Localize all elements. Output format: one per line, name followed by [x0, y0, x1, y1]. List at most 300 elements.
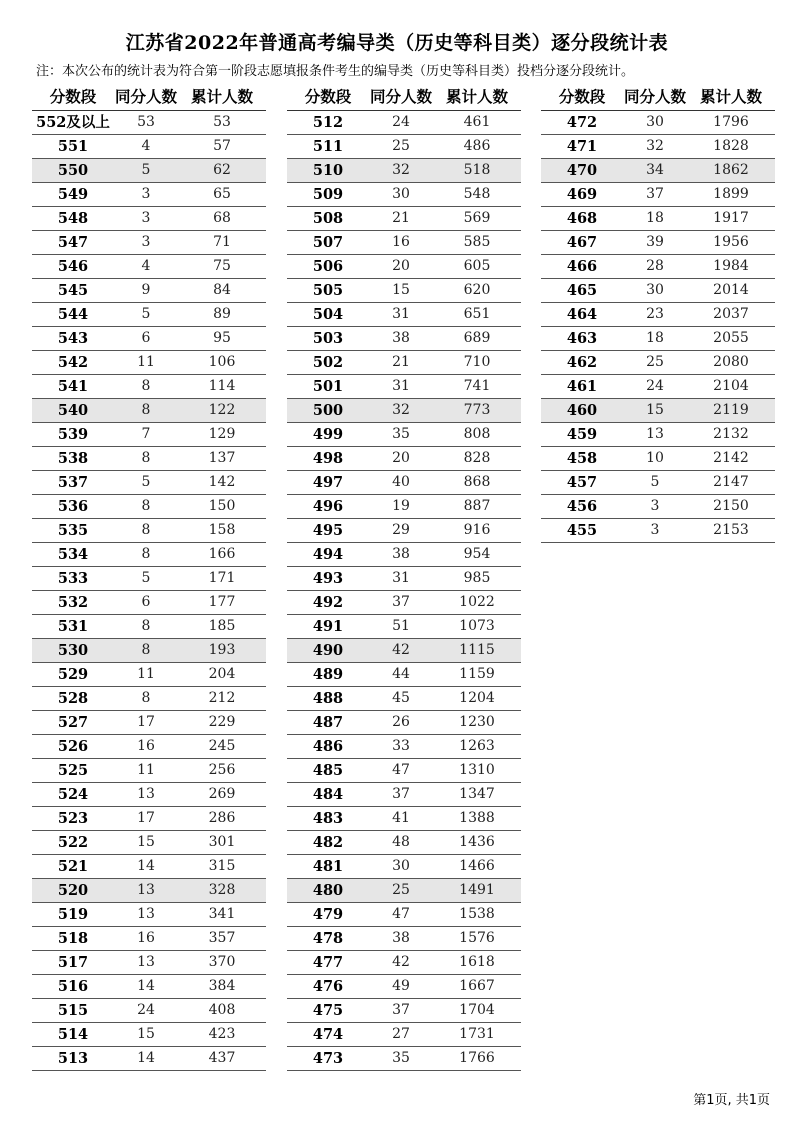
table-header [32, 84, 266, 111]
cumulative-cell: 1796 [713, 114, 749, 130]
cumulative-cell: 315 [208, 858, 236, 874]
score-cell: 514 [57, 1026, 89, 1043]
score-cell: 474 [312, 1026, 344, 1043]
same-count-cell: 13 [137, 954, 155, 970]
cumulative-cell: 868 [463, 474, 491, 490]
score-cell: 502 [312, 354, 344, 371]
same-count-cell: 8 [141, 546, 151, 562]
same-count-cell: 10 [646, 450, 664, 466]
score-cell: 472 [566, 114, 598, 131]
same-count-cell: 27 [392, 1026, 410, 1042]
cumulative-cell: 1310 [459, 762, 495, 778]
table-row [541, 495, 775, 519]
table-row [32, 711, 266, 735]
same-count-cell: 42 [392, 642, 410, 658]
table-row [287, 255, 521, 279]
cumulative-cell: 106 [208, 354, 236, 370]
table-row [541, 183, 775, 207]
table-row [541, 303, 775, 327]
score-cell: 535 [57, 522, 89, 539]
table-row [287, 999, 521, 1023]
header-cumulative: 累计人数 [190, 88, 253, 106]
cumulative-cell: 53 [213, 114, 231, 130]
table-row [287, 615, 521, 639]
score-cell: 484 [312, 786, 344, 803]
score-cell: 512 [312, 114, 344, 131]
cumulative-cell: 95 [213, 330, 231, 346]
cumulative-cell: 1388 [459, 810, 495, 826]
table-row [32, 495, 266, 519]
same-count-cell: 7 [141, 426, 151, 442]
cumulative-cell: 370 [208, 954, 236, 970]
cumulative-cell: 1022 [459, 594, 495, 610]
score-cell: 520 [57, 882, 89, 899]
cumulative-cell: 1263 [459, 738, 495, 754]
table-row [32, 543, 266, 567]
same-count-cell: 24 [646, 378, 664, 394]
table-body [541, 111, 775, 543]
cumulative-cell: 1828 [713, 138, 749, 154]
same-count-cell: 17 [137, 714, 155, 730]
score-table-column-3 [541, 84, 775, 543]
same-count-cell: 13 [137, 786, 155, 802]
same-count-cell: 33 [392, 738, 410, 754]
cumulative-cell: 585 [463, 234, 491, 250]
same-count-cell: 28 [646, 258, 664, 274]
score-cell: 539 [57, 426, 89, 443]
score-cell: 510 [312, 162, 344, 179]
score-cell: 526 [57, 738, 89, 755]
cumulative-cell: 137 [208, 450, 236, 466]
score-cell: 493 [312, 570, 344, 587]
cumulative-cell: 985 [463, 570, 491, 586]
score-cell: 518 [57, 930, 89, 947]
cumulative-cell: 437 [208, 1050, 236, 1066]
same-count-cell: 39 [646, 234, 664, 250]
score-cell: 464 [566, 306, 598, 323]
same-count-cell: 32 [392, 402, 410, 418]
table-row [287, 231, 521, 255]
cumulative-cell: 1491 [459, 882, 495, 898]
same-count-cell: 29 [392, 522, 410, 538]
score-cell: 506 [312, 258, 344, 275]
same-count-cell: 14 [137, 858, 155, 874]
table-row [287, 759, 521, 783]
same-count-cell: 53 [137, 114, 155, 130]
score-cell: 482 [312, 834, 344, 851]
table-row [32, 567, 266, 591]
same-count-cell: 25 [646, 354, 664, 370]
cumulative-cell: 158 [208, 522, 236, 538]
cumulative-cell: 1862 [713, 162, 749, 178]
score-cell: 487 [312, 714, 344, 731]
cumulative-cell: 954 [463, 546, 491, 562]
same-count-cell: 31 [392, 378, 410, 394]
same-count-cell: 51 [392, 618, 410, 634]
cumulative-cell: 2119 [713, 402, 749, 418]
same-count-cell: 14 [137, 1050, 155, 1066]
table-row [541, 255, 775, 279]
table-row [287, 543, 521, 567]
cumulative-cell: 2055 [713, 330, 749, 346]
cumulative-cell: 129 [208, 426, 236, 442]
cumulative-cell: 605 [463, 258, 491, 274]
table-row [32, 591, 266, 615]
cumulative-cell: 808 [463, 426, 491, 442]
table-row [287, 399, 521, 423]
score-cell: 485 [312, 762, 344, 779]
same-count-cell: 3 [650, 498, 660, 514]
cumulative-cell: 68 [213, 210, 231, 226]
table-body [287, 111, 521, 1071]
same-count-cell: 5 [141, 306, 151, 322]
cumulative-cell: 286 [208, 810, 236, 826]
table-row [32, 327, 266, 351]
cumulative-cell: 245 [208, 738, 236, 754]
same-count-cell: 16 [392, 234, 410, 250]
table-row [541, 471, 775, 495]
cumulative-cell: 548 [463, 186, 491, 202]
same-count-cell: 4 [141, 258, 151, 274]
score-cell: 470 [566, 162, 598, 179]
table-row [32, 687, 266, 711]
cumulative-cell: 1347 [459, 786, 495, 802]
same-count-cell: 31 [392, 306, 410, 322]
table-row [287, 279, 521, 303]
score-cell: 467 [566, 234, 598, 251]
score-cell: 488 [312, 690, 344, 707]
same-count-cell: 30 [392, 186, 410, 202]
table-row [287, 1047, 521, 1071]
score-cell: 465 [566, 282, 598, 299]
same-count-cell: 21 [392, 210, 410, 226]
score-cell: 459 [566, 426, 598, 443]
table-row [287, 567, 521, 591]
cumulative-cell: 229 [208, 714, 236, 730]
same-count-cell: 4 [141, 138, 151, 154]
cumulative-cell: 177 [208, 594, 236, 610]
same-count-cell: 8 [141, 402, 151, 418]
same-count-cell: 19 [392, 498, 410, 514]
cumulative-cell: 384 [208, 978, 236, 994]
same-count-cell: 25 [392, 882, 410, 898]
table-row [287, 783, 521, 807]
table-row [287, 855, 521, 879]
cumulative-cell: 1956 [713, 234, 749, 250]
score-cell: 489 [312, 666, 344, 683]
same-count-cell: 13 [646, 426, 664, 442]
cumulative-cell: 1618 [459, 954, 495, 970]
score-cell: 499 [312, 426, 344, 443]
table-row [287, 951, 521, 975]
same-count-cell: 3 [141, 186, 151, 202]
table-header [541, 84, 775, 111]
same-count-cell: 15 [646, 402, 664, 418]
cumulative-cell: 256 [208, 762, 236, 778]
score-cell: 455 [566, 522, 598, 539]
score-cell: 483 [312, 810, 344, 827]
same-count-cell: 24 [137, 1002, 155, 1018]
score-cell: 519 [57, 906, 89, 923]
same-count-cell: 35 [392, 1050, 410, 1066]
cumulative-cell: 122 [208, 402, 236, 418]
same-count-cell: 15 [137, 1026, 155, 1042]
score-cell: 468 [566, 210, 598, 227]
table-row [32, 111, 266, 135]
same-count-cell: 25 [392, 138, 410, 154]
table-row [287, 519, 521, 543]
same-count-cell: 35 [392, 426, 410, 442]
table-row [287, 687, 521, 711]
table-row [32, 303, 266, 327]
same-count-cell: 8 [141, 642, 151, 658]
score-cell: 522 [57, 834, 89, 851]
table-row [541, 399, 775, 423]
score-cell: 521 [57, 858, 89, 875]
table-row [32, 783, 266, 807]
same-count-cell: 13 [137, 882, 155, 898]
score-cell: 524 [57, 786, 89, 803]
score-cell: 530 [57, 642, 89, 659]
table-row [541, 327, 775, 351]
same-count-cell: 21 [392, 354, 410, 370]
same-count-cell: 47 [392, 906, 410, 922]
table-row [541, 111, 775, 135]
score-cell: 515 [57, 1002, 89, 1019]
same-count-cell: 8 [141, 378, 151, 394]
table-row [32, 759, 266, 783]
same-count-cell: 40 [392, 474, 410, 490]
table-row [287, 135, 521, 159]
score-cell: 528 [57, 690, 89, 707]
cumulative-cell: 341 [208, 906, 236, 922]
table-row [287, 831, 521, 855]
table-row [541, 207, 775, 231]
score-cell: 527 [57, 714, 89, 731]
cumulative-cell: 71 [213, 234, 231, 250]
score-cell: 544 [57, 306, 89, 323]
cumulative-cell: 710 [463, 354, 491, 370]
same-count-cell: 49 [392, 978, 410, 994]
score-table-column-1 [32, 84, 266, 1071]
cumulative-cell: 1230 [459, 714, 495, 730]
table-row [541, 231, 775, 255]
score-cell: 550 [57, 162, 89, 179]
same-count-cell: 8 [141, 690, 151, 706]
cumulative-cell: 1466 [459, 858, 495, 874]
table-row [32, 351, 266, 375]
cumulative-cell: 2080 [713, 354, 749, 370]
same-count-cell: 48 [392, 834, 410, 850]
cumulative-cell: 887 [463, 498, 491, 514]
score-cell: 481 [312, 858, 344, 875]
cumulative-cell: 461 [463, 114, 491, 130]
table-row [287, 735, 521, 759]
score-cell: 491 [312, 618, 344, 635]
score-cell: 516 [57, 978, 89, 995]
cumulative-cell: 2150 [713, 498, 749, 514]
same-count-cell: 5 [650, 474, 660, 490]
table-row [287, 111, 521, 135]
table-row [32, 951, 266, 975]
same-count-cell: 9 [141, 282, 151, 298]
table-row [287, 663, 521, 687]
same-count-cell: 20 [392, 258, 410, 274]
header-cumulative: 累计人数 [699, 88, 762, 106]
same-count-cell: 5 [141, 162, 151, 178]
score-cell: 533 [57, 570, 89, 587]
table-row [32, 1047, 266, 1071]
table-row [32, 639, 266, 663]
cumulative-cell: 301 [208, 834, 236, 850]
score-cell: 543 [57, 330, 89, 347]
table-row [32, 183, 266, 207]
same-count-cell: 34 [646, 162, 664, 178]
same-count-cell: 30 [392, 858, 410, 874]
cumulative-cell: 828 [463, 450, 491, 466]
same-count-cell: 6 [141, 330, 151, 346]
table-row [32, 135, 266, 159]
score-cell: 552及以上 [36, 114, 110, 131]
same-count-cell: 26 [392, 714, 410, 730]
table-row [32, 279, 266, 303]
same-count-cell: 37 [646, 186, 664, 202]
same-count-cell: 5 [141, 570, 151, 586]
cumulative-cell: 2014 [713, 282, 749, 298]
score-cell: 456 [566, 498, 598, 515]
table-header [287, 84, 521, 111]
cumulative-cell: 1204 [459, 690, 495, 706]
table-row [32, 207, 266, 231]
cumulative-cell: 89 [213, 306, 231, 322]
score-cell: 475 [312, 1002, 344, 1019]
same-count-cell: 8 [141, 498, 151, 514]
table-row [32, 903, 266, 927]
table-row [287, 327, 521, 351]
cumulative-cell: 2132 [713, 426, 749, 442]
header-same-count: 同分人数 [369, 88, 432, 106]
table-row [287, 159, 521, 183]
score-cell: 490 [312, 642, 344, 659]
table-row [32, 735, 266, 759]
score-cell: 541 [57, 378, 89, 395]
cumulative-cell: 408 [208, 1002, 236, 1018]
table-row [541, 519, 775, 543]
score-cell: 505 [312, 282, 344, 299]
table-row [32, 927, 266, 951]
score-cell: 466 [566, 258, 598, 275]
cumulative-cell: 423 [208, 1026, 236, 1042]
table-row [32, 471, 266, 495]
header-cumulative: 累计人数 [445, 88, 508, 106]
same-count-cell: 30 [646, 114, 664, 130]
table-row [32, 999, 266, 1023]
cumulative-cell: 1731 [459, 1026, 495, 1042]
score-cell: 513 [57, 1050, 89, 1067]
table-row [541, 375, 775, 399]
cumulative-cell: 1704 [459, 1002, 495, 1018]
score-cell: 486 [312, 738, 344, 755]
cumulative-cell: 689 [463, 330, 491, 346]
cumulative-cell: 1073 [459, 618, 495, 634]
score-cell: 494 [312, 546, 344, 563]
score-cell: 496 [312, 498, 344, 515]
table-row [287, 879, 521, 903]
table-row [32, 1023, 266, 1047]
table-row [287, 975, 521, 999]
table-row [32, 855, 266, 879]
table-row [32, 831, 266, 855]
score-table-column-2 [287, 84, 521, 1071]
score-cell: 460 [566, 402, 598, 419]
table-row [287, 423, 521, 447]
score-cell: 492 [312, 594, 344, 611]
score-cell: 511 [312, 138, 344, 155]
table-row [287, 495, 521, 519]
cumulative-cell: 65 [213, 186, 231, 202]
score-cell: 480 [312, 882, 344, 899]
page-number: 第1页, 共1页 [693, 1093, 770, 1108]
score-cell: 477 [312, 954, 344, 971]
same-count-cell: 3 [141, 210, 151, 226]
same-count-cell: 11 [137, 354, 155, 370]
score-cell: 479 [312, 906, 344, 923]
cumulative-cell: 150 [208, 498, 236, 514]
score-cell: 538 [57, 450, 89, 467]
same-count-cell: 8 [141, 450, 151, 466]
same-count-cell: 16 [137, 738, 155, 754]
table-row [287, 303, 521, 327]
score-cell: 461 [566, 378, 598, 395]
cumulative-cell: 269 [208, 786, 236, 802]
score-cell: 458 [566, 450, 598, 467]
cumulative-cell: 114 [208, 378, 236, 394]
header-score: 分数段 [304, 88, 352, 106]
cumulative-cell: 773 [463, 402, 491, 418]
cumulative-cell: 1576 [459, 930, 495, 946]
cumulative-cell: 2147 [713, 474, 749, 490]
cumulative-cell: 84 [213, 282, 231, 298]
table-note: 注：本次公布的统计表为符合第一阶段志愿填报条件考生的编导类（历史等科目类）投档分逐分段统计。 [36, 64, 635, 79]
table-row [32, 879, 266, 903]
score-cell: 497 [312, 474, 344, 491]
score-cell: 476 [312, 978, 344, 995]
table-row [32, 807, 266, 831]
same-count-cell: 45 [392, 690, 410, 706]
table-row [541, 279, 775, 303]
cumulative-cell: 1115 [459, 642, 495, 658]
score-cell: 469 [566, 186, 598, 203]
same-count-cell: 44 [392, 666, 410, 682]
table-row [541, 447, 775, 471]
header-score: 分数段 [49, 88, 97, 106]
score-cell: 495 [312, 522, 344, 539]
table-row [287, 375, 521, 399]
table-row [541, 351, 775, 375]
score-cell: 534 [57, 546, 89, 563]
cumulative-cell: 518 [463, 162, 491, 178]
cumulative-cell: 142 [208, 474, 236, 490]
cumulative-cell: 569 [463, 210, 491, 226]
table-row [287, 471, 521, 495]
same-count-cell: 37 [392, 786, 410, 802]
score-cell: 457 [566, 474, 598, 491]
same-count-cell: 3 [141, 234, 151, 250]
cumulative-cell: 166 [208, 546, 236, 562]
table-row [287, 1023, 521, 1047]
table-row [287, 711, 521, 735]
score-cell: 549 [57, 186, 89, 203]
